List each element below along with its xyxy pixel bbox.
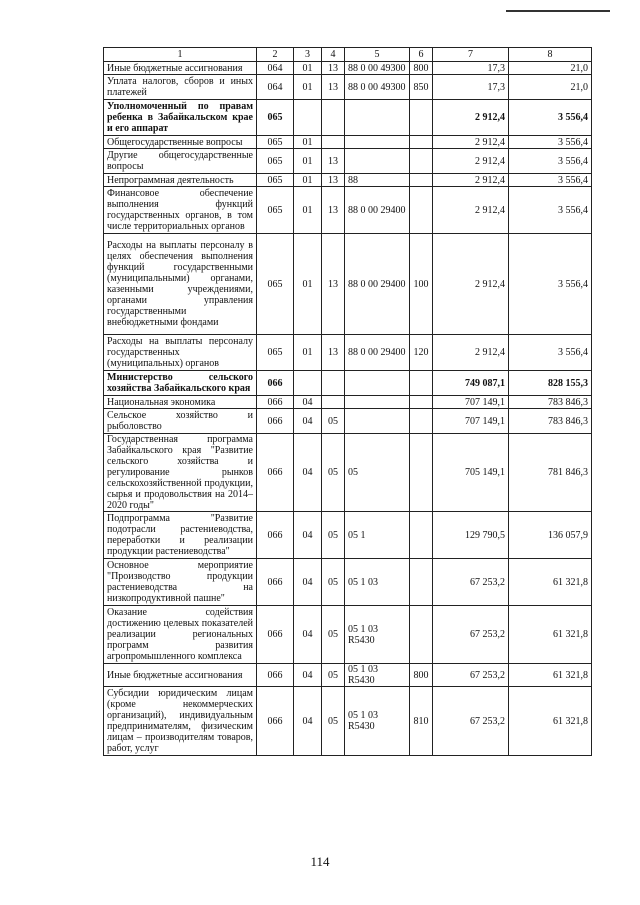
table-row bbox=[104, 234, 592, 335]
row-amount-year1: 2 912,4 bbox=[433, 174, 509, 187]
row-target-article bbox=[345, 396, 410, 409]
row-amount-year1: 17,3 bbox=[433, 75, 509, 100]
row-target-article: 88 0 00 29400 bbox=[345, 335, 410, 371]
row-name: Уплата налогов, сборов и иных платежей bbox=[104, 75, 257, 100]
row-section: 01 bbox=[294, 75, 322, 100]
row-expense-type: 800 bbox=[410, 664, 433, 687]
row-expense-type bbox=[410, 149, 433, 174]
row-expense-type bbox=[410, 396, 433, 409]
row-section: 04 bbox=[294, 512, 322, 559]
table-row bbox=[104, 512, 592, 559]
budget-table bbox=[103, 47, 592, 756]
row-section: 01 bbox=[294, 136, 322, 149]
row-expense-type: 100 bbox=[410, 234, 433, 335]
header-row bbox=[104, 48, 592, 62]
header-cell: 6 bbox=[410, 48, 433, 62]
row-name: Другие общегосударственные вопросы bbox=[104, 149, 257, 174]
row-amount-year1: 707 149,1 bbox=[433, 409, 509, 434]
row-code: 064 bbox=[257, 75, 294, 100]
row-target-article: 88 0 00 29400 bbox=[345, 234, 410, 335]
row-target-article: 05 1 03 R5430 bbox=[345, 606, 410, 664]
row-subsection: 05 bbox=[322, 409, 345, 434]
row-amount-year1: 2 912,4 bbox=[433, 234, 509, 335]
row-section bbox=[294, 100, 322, 136]
row-target-article: 05 1 bbox=[345, 512, 410, 559]
table-row bbox=[104, 149, 592, 174]
row-name: Государственная программа Забайкальского края "Развитие сельского хозяйства и регулирование рынков сельскохозяйственной продукции, сырья и продовольствия на 2014–2020 годы" bbox=[104, 434, 257, 512]
row-subsection bbox=[322, 371, 345, 396]
table-row bbox=[104, 174, 592, 187]
row-name: Основное мероприятие "Производство продукции растениеводства на низкопродуктивной пашне" bbox=[104, 559, 257, 606]
row-code: 065 bbox=[257, 174, 294, 187]
row-expense-type: 850 bbox=[410, 75, 433, 100]
row-subsection: 13 bbox=[322, 62, 345, 75]
row-amount-year1: 17,3 bbox=[433, 62, 509, 75]
row-amount-year2: 61 321,8 bbox=[509, 559, 592, 606]
row-target-article: 88 bbox=[345, 174, 410, 187]
row-code: 066 bbox=[257, 606, 294, 664]
row-expense-type bbox=[410, 136, 433, 149]
row-section: 04 bbox=[294, 606, 322, 664]
row-amount-year2: 3 556,4 bbox=[509, 136, 592, 149]
row-code: 065 bbox=[257, 149, 294, 174]
row-subsection: 05 bbox=[322, 687, 345, 756]
row-section: 04 bbox=[294, 559, 322, 606]
row-section: 04 bbox=[294, 409, 322, 434]
row-expense-type bbox=[410, 434, 433, 512]
row-name: Сельское хозяйство и рыболовство bbox=[104, 409, 257, 434]
row-section: 04 bbox=[294, 396, 322, 409]
row-subsection: 05 bbox=[322, 512, 345, 559]
row-code: 066 bbox=[257, 512, 294, 559]
row-amount-year1: 749 087,1 bbox=[433, 371, 509, 396]
row-amount-year1: 67 253,2 bbox=[433, 559, 509, 606]
row-code: 064 bbox=[257, 62, 294, 75]
row-code: 065 bbox=[257, 234, 294, 335]
row-expense-type bbox=[410, 371, 433, 396]
row-name: Расходы на выплаты персоналу в целях обеспечения выполнения функций государственными (муниципальными) органами, казенными учреждениями, органами управления государственными внебюджетными фондами bbox=[104, 234, 257, 335]
row-section: 04 bbox=[294, 687, 322, 756]
row-amount-year2: 783 846,3 bbox=[509, 409, 592, 434]
table-row bbox=[104, 75, 592, 100]
row-expense-type bbox=[410, 606, 433, 664]
row-name: Иные бюджетные ассигнования bbox=[104, 62, 257, 75]
row-section: 01 bbox=[294, 149, 322, 174]
row-expense-type bbox=[410, 174, 433, 187]
row-amount-year2: 21,0 bbox=[509, 75, 592, 100]
row-amount-year2: 3 556,4 bbox=[509, 234, 592, 335]
row-amount-year1: 2 912,4 bbox=[433, 100, 509, 136]
row-name: Непрограммная деятельность bbox=[104, 174, 257, 187]
row-subsection bbox=[322, 396, 345, 409]
header-cell: 2 bbox=[257, 48, 294, 62]
row-target-article: 05 1 03 bbox=[345, 559, 410, 606]
row-target-article: 05 1 03 R5430 bbox=[345, 664, 410, 687]
row-amount-year2: 136 057,9 bbox=[509, 512, 592, 559]
row-code: 066 bbox=[257, 371, 294, 396]
row-amount-year2: 21,0 bbox=[509, 62, 592, 75]
row-subsection: 05 bbox=[322, 664, 345, 687]
top-rule bbox=[506, 10, 610, 12]
table-row bbox=[104, 187, 592, 234]
row-subsection bbox=[322, 100, 345, 136]
row-target-article bbox=[345, 371, 410, 396]
header-cell: 8 bbox=[509, 48, 592, 62]
row-amount-year1: 2 912,4 bbox=[433, 136, 509, 149]
row-amount-year1: 67 253,2 bbox=[433, 664, 509, 687]
row-expense-type: 810 bbox=[410, 687, 433, 756]
row-target-article: 05 1 03 R5430 bbox=[345, 687, 410, 756]
row-code: 066 bbox=[257, 396, 294, 409]
row-name: Оказание содействия достижению целевых показателей реализации региональных программ развития агропромышленного комплекса bbox=[104, 606, 257, 664]
row-code: 065 bbox=[257, 187, 294, 234]
row-target-article bbox=[345, 149, 410, 174]
table-row bbox=[104, 606, 592, 664]
row-subsection: 13 bbox=[322, 174, 345, 187]
row-name: Расходы на выплаты персоналу государственных (муниципальных) органов bbox=[104, 335, 257, 371]
row-name: Финансовое обеспечение выполнения функций государственных органов, в том числе территориальных органов bbox=[104, 187, 257, 234]
row-code: 065 bbox=[257, 136, 294, 149]
row-expense-type bbox=[410, 187, 433, 234]
row-name: Уполномоченный по правам ребенка в Забайкальском крае и его аппарат bbox=[104, 100, 257, 136]
table-row bbox=[104, 62, 592, 75]
row-name: Иные бюджетные ассигнования bbox=[104, 664, 257, 687]
row-code: 065 bbox=[257, 100, 294, 136]
row-subsection: 05 bbox=[322, 434, 345, 512]
table-row bbox=[104, 335, 592, 371]
row-name: Подпрограмма "Развитие подотрасли растениеводства, переработки и реализации продукции растениеводства" bbox=[104, 512, 257, 559]
row-section: 01 bbox=[294, 62, 322, 75]
row-name: Министерство сельского хозяйства Забайкальского края bbox=[104, 371, 257, 396]
row-name: Субсидии юридическим лицам (кроме некоммерческих организаций), индивидуальным предпринимателям, физическим лицам – производителям товаров, работ, услуг bbox=[104, 687, 257, 756]
row-section: 01 bbox=[294, 174, 322, 187]
row-subsection: 13 bbox=[322, 149, 345, 174]
row-amount-year2: 3 556,4 bbox=[509, 335, 592, 371]
table-row bbox=[104, 434, 592, 512]
row-amount-year1: 707 149,1 bbox=[433, 396, 509, 409]
row-amount-year2: 61 321,8 bbox=[509, 664, 592, 687]
header-cell: 3 bbox=[294, 48, 322, 62]
row-amount-year2: 3 556,4 bbox=[509, 187, 592, 234]
row-code: 065 bbox=[257, 335, 294, 371]
row-amount-year1: 705 149,1 bbox=[433, 434, 509, 512]
row-amount-year1: 67 253,2 bbox=[433, 687, 509, 756]
row-target-article bbox=[345, 136, 410, 149]
row-expense-type: 800 bbox=[410, 62, 433, 75]
row-expense-type: 120 bbox=[410, 335, 433, 371]
table-row bbox=[104, 664, 592, 687]
row-amount-year2: 783 846,3 bbox=[509, 396, 592, 409]
row-target-article: 88 0 00 49300 bbox=[345, 75, 410, 100]
table-row bbox=[104, 687, 592, 756]
table-row bbox=[104, 136, 592, 149]
table-row bbox=[104, 396, 592, 409]
row-amount-year1: 67 253,2 bbox=[433, 606, 509, 664]
row-amount-year2: 61 321,8 bbox=[509, 606, 592, 664]
row-subsection: 13 bbox=[322, 75, 345, 100]
row-amount-year1: 2 912,4 bbox=[433, 149, 509, 174]
row-subsection bbox=[322, 136, 345, 149]
row-name: Общегосударственные вопросы bbox=[104, 136, 257, 149]
page-number: 114 bbox=[310, 854, 330, 869]
table-row bbox=[104, 100, 592, 136]
row-name: Национальная экономика bbox=[104, 396, 257, 409]
row-amount-year2: 3 556,4 bbox=[509, 100, 592, 136]
row-section: 01 bbox=[294, 234, 322, 335]
row-target-article bbox=[345, 409, 410, 434]
row-amount-year1: 2 912,4 bbox=[433, 335, 509, 371]
row-subsection: 13 bbox=[322, 234, 345, 335]
row-amount-year2: 61 321,8 bbox=[509, 687, 592, 756]
row-amount-year2: 3 556,4 bbox=[509, 174, 592, 187]
row-code: 066 bbox=[257, 559, 294, 606]
table-row bbox=[104, 409, 592, 434]
row-target-article: 88 0 00 29400 bbox=[345, 187, 410, 234]
row-target-article: 88 0 00 49300 bbox=[345, 62, 410, 75]
row-expense-type bbox=[410, 100, 433, 136]
row-target-article bbox=[345, 100, 410, 136]
row-section: 04 bbox=[294, 434, 322, 512]
table-row bbox=[104, 559, 592, 606]
header-cell: 7 bbox=[433, 48, 509, 62]
row-code: 066 bbox=[257, 687, 294, 756]
header-cell: 1 bbox=[104, 48, 257, 62]
row-code: 066 bbox=[257, 664, 294, 687]
row-amount-year1: 129 790,5 bbox=[433, 512, 509, 559]
row-subsection: 05 bbox=[322, 559, 345, 606]
row-amount-year2: 3 556,4 bbox=[509, 149, 592, 174]
row-subsection: 05 bbox=[322, 606, 345, 664]
row-section bbox=[294, 371, 322, 396]
row-amount-year2: 828 155,3 bbox=[509, 371, 592, 396]
row-section: 01 bbox=[294, 335, 322, 371]
table-row bbox=[104, 371, 592, 396]
row-subsection: 13 bbox=[322, 187, 345, 234]
row-section: 04 bbox=[294, 664, 322, 687]
row-expense-type bbox=[410, 512, 433, 559]
row-expense-type bbox=[410, 409, 433, 434]
header-cell: 5 bbox=[345, 48, 410, 62]
row-amount-year2: 781 846,3 bbox=[509, 434, 592, 512]
row-subsection: 13 bbox=[322, 335, 345, 371]
row-amount-year1: 2 912,4 bbox=[433, 187, 509, 234]
row-expense-type bbox=[410, 559, 433, 606]
row-code: 066 bbox=[257, 409, 294, 434]
row-code: 066 bbox=[257, 434, 294, 512]
header-cell: 4 bbox=[322, 48, 345, 62]
row-section: 01 bbox=[294, 187, 322, 234]
row-target-article: 05 bbox=[345, 434, 410, 512]
